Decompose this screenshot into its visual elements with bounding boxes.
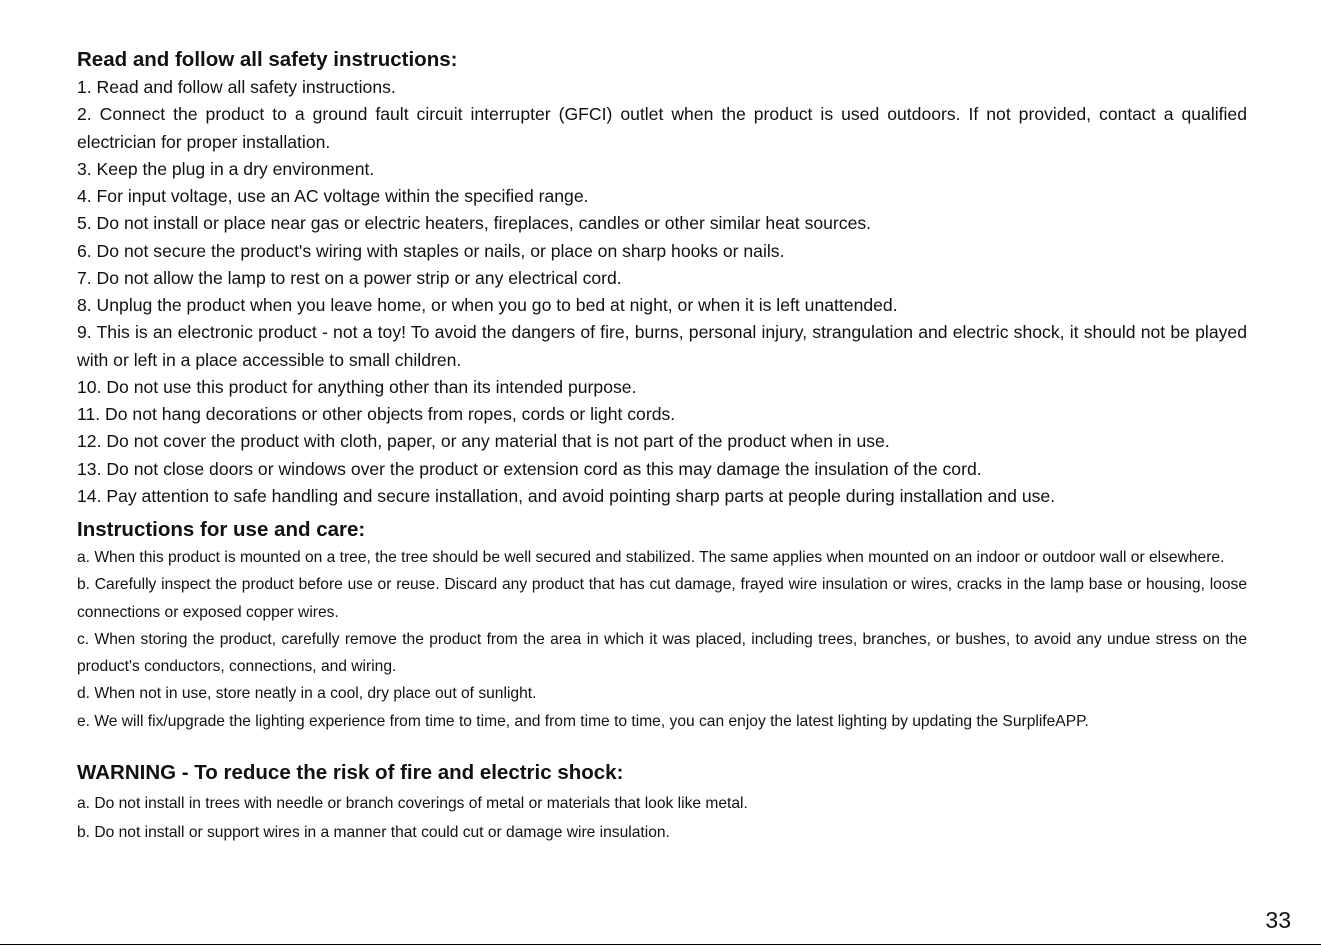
care-item-b: b. Carefully inspect the product before use or reuse. Discard any product that has cut damage, frayed wire insulation or wires, cracks in the lamp base or housing, loose connections or exposed copper wires. — [77, 576, 1247, 621]
safety-item-8: 8. Unplug the product when you leave home, or when you go to bed at night, or when it is left unattended. — [77, 295, 898, 315]
safety-item-4: 4. For input voltage, use an AC voltage within the specified range. — [77, 186, 589, 206]
warning-heading: WARNING - To reduce the risk of fire and electric shock: — [77, 761, 624, 785]
care-heading: Instructions for use and care: — [77, 518, 366, 541]
safety-item-10: 10. Do not use this product for anything other than its intended purpose. — [77, 376, 637, 397]
safety-item-9: 9. This is an electronic product - not a toy! To avoid the dangers of fire, burns, personal injury, strangulation and electric shock, it should not be played with or left in a place accessible to small children. — [77, 322, 1247, 370]
safety-item-1: 1. Read and follow all safety instructions. — [77, 77, 396, 97]
safety-heading: Read and follow all safety instructions: — [77, 48, 458, 71]
safety-instructions-list — [77, 74, 1247, 510]
safety-item-13: 13. Do not close doors or windows over the product or extension cord as this may damage the insulation of the cord. — [77, 458, 982, 479]
safety-item-12: 12. Do not cover the product with cloth, paper, or any material that is not part of the product when in use. — [77, 431, 890, 452]
care-item-a: a. When this product is mounted on a tree, the tree should be well secured and stabilized. The same applies when mounted on an indoor or outdoor wall or elsewhere. — [77, 549, 1225, 566]
bottom-divider — [0, 944, 1321, 945]
page-number: 33 — [1265, 907, 1291, 933]
safety-item-5: 5. Do not install or place near gas or electric heaters, fireplaces, candles or other similar heat sources. — [77, 213, 872, 234]
care-instructions-list — [77, 544, 1247, 735]
safety-item-11: 11. Do not hang decorations or other objects from ropes, cords or light cords. — [77, 404, 676, 424]
care-item-e: e. We will fix/upgrade the lighting experience from time to time, and from time to time, you can enjoy the latest lighting by updating the SurplifeAPP. — [77, 712, 1089, 730]
care-item-d: d. When not in use, store neatly in a cool, dry place out of sunlight. — [77, 685, 537, 703]
manual-page — [77, 46, 1247, 847]
warning-item-b: b. Do not install or support wires in a manner that could cut or damage wire insulation. — [77, 824, 670, 842]
care-item-c: c. When storing the product, carefully remove the product from the area in which it was placed, including trees, branches, or bushes, to avoid any undue stress on the product's conductors, connections, and wiring. — [77, 630, 1247, 676]
safety-item-3: 3. Keep the plug in a dry environment. — [77, 158, 375, 179]
warning-item-a: a. Do not install in trees with needle or branch coverings of metal or materials that look like metal. — [77, 795, 748, 813]
safety-item-2: 2. Connect the product to a ground fault circuit interrupter (GFCI) outlet when the product is used outdoors. If not provided, contact a qualified electrician for proper installation. — [77, 104, 1247, 152]
safety-item-7: 7. Do not allow the lamp to rest on a power strip or any electrical cord. — [77, 267, 622, 288]
safety-item-6: 6. Do not secure the product's wiring with staples or nails, or place on sharp hooks or nails. — [77, 240, 785, 261]
safety-item-14: 14. Pay attention to safe handling and secure installation, and avoid pointing sharp parts at people during installation and use. — [77, 485, 1056, 506]
warning-list — [77, 789, 1247, 847]
